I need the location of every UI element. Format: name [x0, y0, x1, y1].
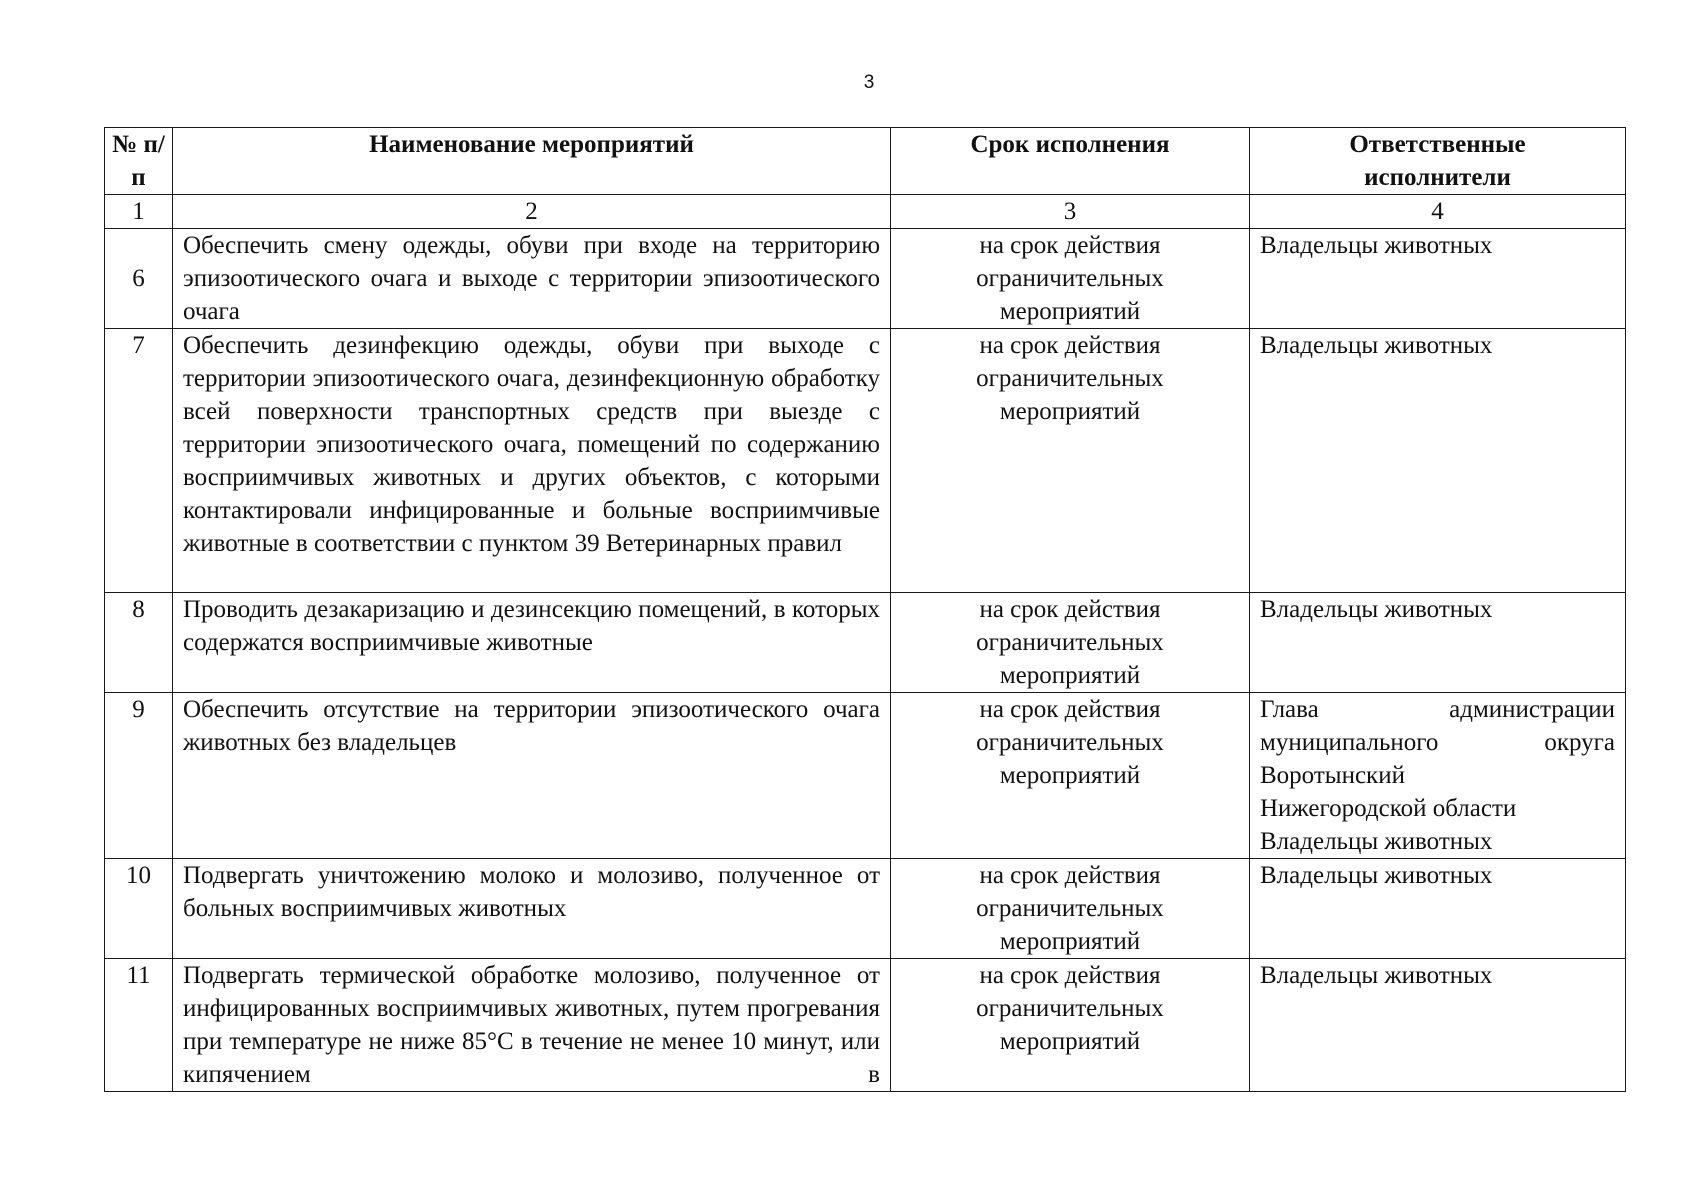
column-index-row — [105, 195, 1626, 229]
measure-term: на срок действия ограничительных мероприятий — [891, 329, 1250, 593]
responsible-line: Нижегородской области — [1260, 795, 1517, 822]
table-row — [105, 593, 1626, 693]
table-row — [105, 959, 1626, 1092]
measure-name: Обеспечить дезинфекцию одежды, обуви при выходе с территории эпизоотического очага, дезинфекционную обработку всей поверхности транспортных средств при выезде с территории эпизоотического очага, помещений по содержанию восприимчивых животных и других объектов, с которыми контактировали инфицированные и больные восприимчивые животные в соответствии с пунктом 39 Ветеринарных правил — [173, 329, 891, 593]
row-number: 7 — [105, 329, 173, 593]
table-row — [105, 859, 1626, 959]
row-number: 9 — [105, 693, 173, 859]
measure-term: на срок действия ограничительных мероприятий — [891, 693, 1250, 859]
measures-table — [104, 127, 1626, 1092]
measure-term: на срок действия ограничительных мероприятий — [891, 959, 1250, 1092]
header-responsible: Ответственные исполнители — [1250, 128, 1626, 195]
row-number: 8 — [105, 593, 173, 693]
measure-term: на срок действия ограничительных мероприятий — [891, 859, 1250, 959]
column-index: 4 — [1250, 195, 1626, 229]
table-row — [105, 229, 1626, 329]
row-number: 10 — [105, 859, 173, 959]
measure-responsible — [1250, 593, 1626, 693]
responsible-line: муниципального округа — [1260, 729, 1615, 756]
measure-responsible — [1250, 329, 1626, 593]
measure-name: Подвергать термической обработке молозиво, полученное от инфицированных восприимчивых животных, путем прогревания при температуре не ниже 85°С в течение не менее 10 минут, или кипячением в — [173, 959, 891, 1092]
responsible-line: Воротынский — [1260, 762, 1405, 789]
measure-name: Обеспечить смену одежды, обуви при входе на территорию эпизоотического очага и выходе с территории эпизоотического очага — [173, 229, 891, 329]
measure-term: на срок действия ограничительных мероприятий — [891, 593, 1250, 693]
row-number: 11 — [105, 959, 173, 1092]
measure-responsible — [1250, 959, 1626, 1092]
row-number: 6 — [105, 229, 173, 329]
measure-responsible — [1250, 693, 1626, 859]
measure-name: Проводить дезакаризацию и дезинсекцию помещений, в которых содержатся восприимчивые животные — [173, 593, 891, 693]
measure-responsible — [1250, 859, 1626, 959]
responsible-line: Владельцы животных — [1260, 332, 1493, 359]
responsible-line: Владельцы животных — [1260, 862, 1493, 889]
header-name: Наименование мероприятий — [173, 128, 891, 195]
table-row — [105, 329, 1626, 593]
responsible-line: Глава администрации — [1260, 696, 1615, 723]
table-row — [105, 693, 1626, 859]
responsible-line: Владельцы животных — [1260, 962, 1493, 989]
measure-term: на срок действия ограничительных мероприятий — [891, 229, 1250, 329]
column-index: 2 — [173, 195, 891, 229]
page-number: 3 — [863, 72, 875, 93]
responsible-line: Владельцы животных — [1260, 596, 1493, 623]
measure-responsible — [1250, 229, 1626, 329]
column-index: 1 — [105, 195, 173, 229]
responsible-line: Владельцы животных — [1260, 232, 1493, 259]
table-header-row — [105, 128, 1626, 195]
measure-name: Обеспечить отсутствие на территории эпизоотического очага животных без владельцев — [173, 693, 891, 859]
column-index: 3 — [891, 195, 1250, 229]
header-num: № п/п — [105, 128, 173, 195]
measure-name: Подвергать уничтожению молоко и молозиво, полученное от больных восприимчивых животных — [173, 859, 891, 959]
header-term: Срок исполнения — [891, 128, 1250, 195]
responsible-line: Владельцы животных — [1260, 828, 1493, 855]
